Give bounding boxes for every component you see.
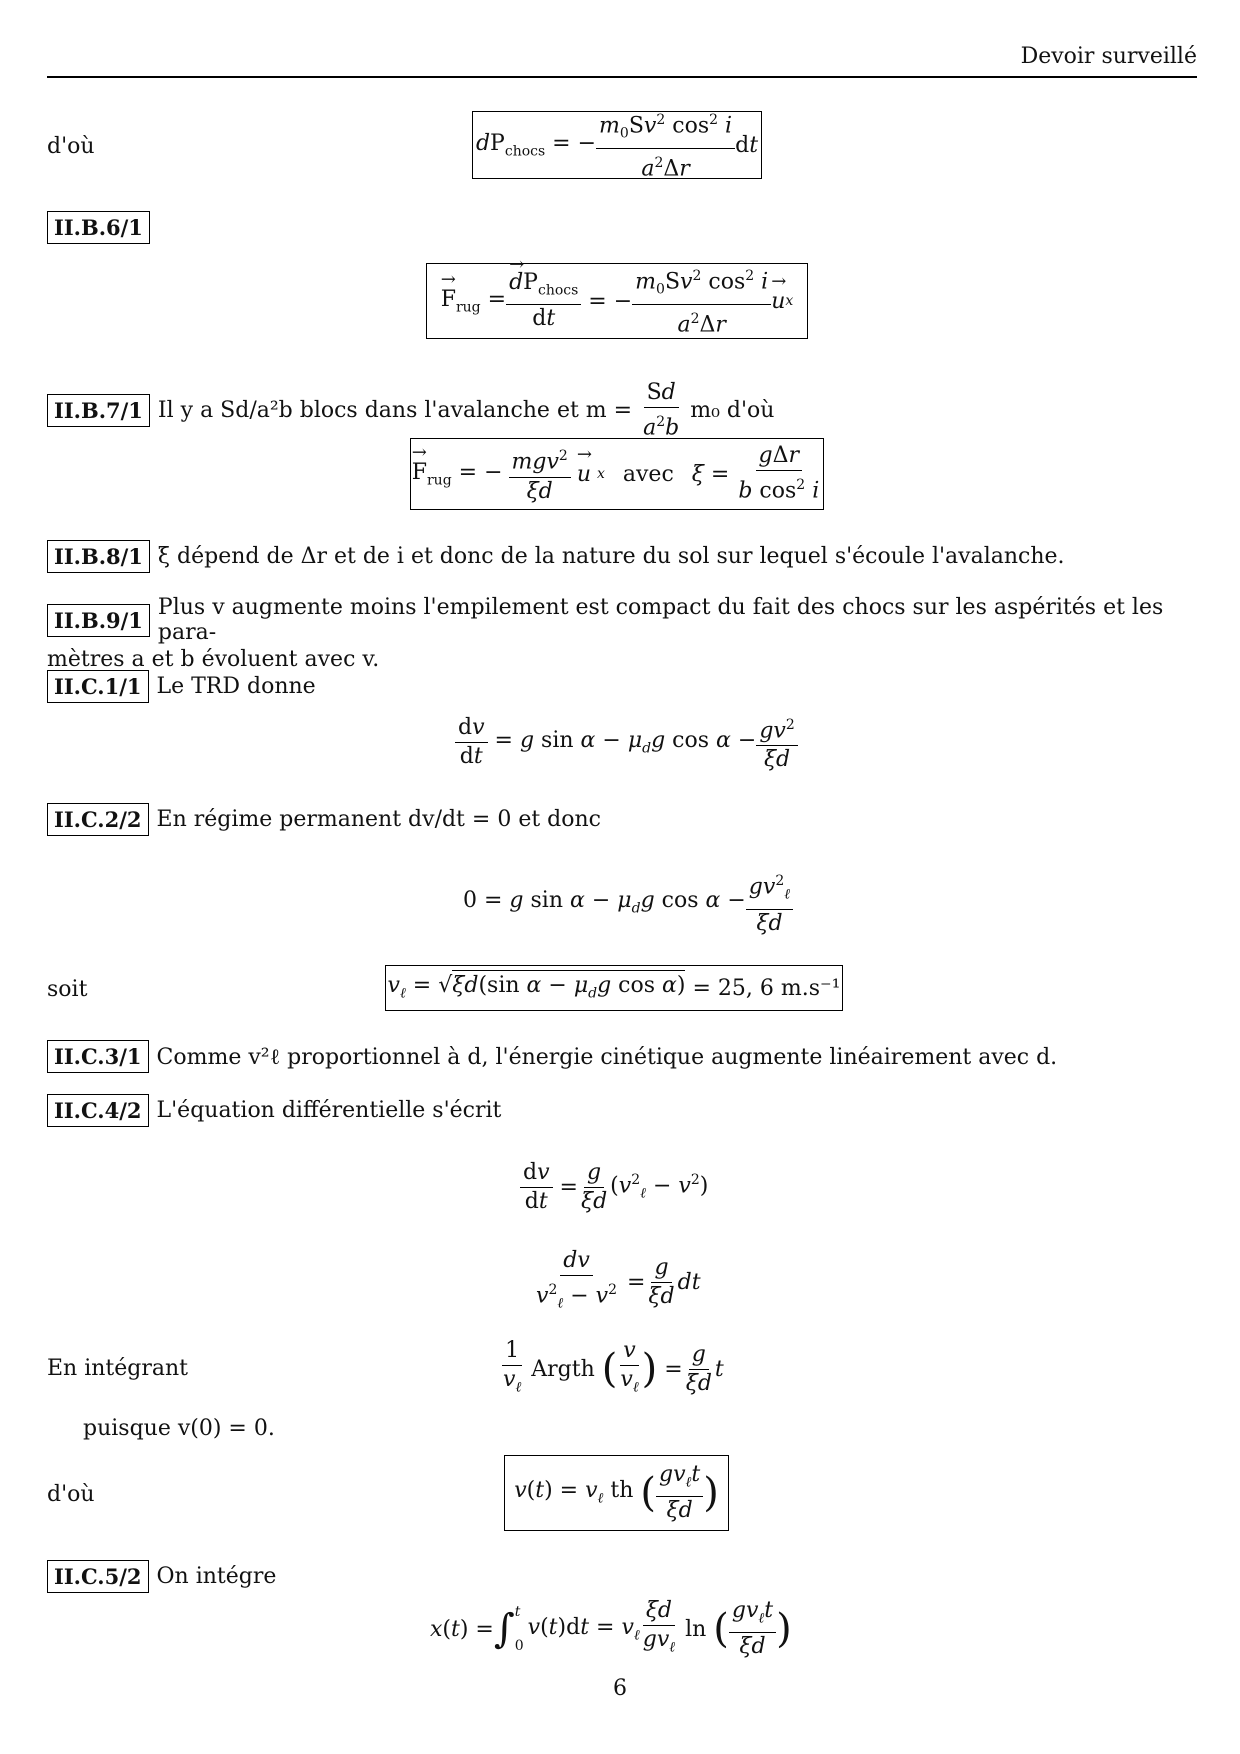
text-soit: soit	[47, 977, 88, 1002]
paragraph-ii-c4: II.C.4/2 L'équation différentielle s'écrit	[47, 1094, 501, 1127]
text-dou-2: d'où	[47, 1482, 95, 1507]
paragraph-ii-c2: II.C.2/2 En régime permanent dv/dt = 0 et donc	[47, 803, 601, 836]
page-number: 6	[613, 1676, 627, 1701]
text-puisque: puisque v(0) = 0.	[83, 1416, 275, 1441]
header-rule	[47, 76, 1197, 78]
equation-diff: $\frac{dv}{dt}$ = $\frac{g}{\xi d}$ $(v^2_\ell - v^2)$	[520, 1160, 708, 1215]
paragraph-ii-c1: II.C.1/1 Le TRD donne	[47, 670, 316, 703]
paragraph-ii-b7: II.B.7/1 Il y a Sd/a²b blocs dans l'avalanche et m = $\frac{Sd}{a^2b}$ m₀ d'où	[47, 380, 774, 441]
equation-steady: 0 = g $\sin \alpha - \mu_dg$ cos α − $\frac{gv^2_\ell}{\xi d}$	[463, 868, 793, 937]
label-ii-b6: II.B.6/1	[47, 211, 150, 244]
running-header: Devoir surveillé	[1020, 44, 1197, 69]
equation-v-limit: $v_\ell = √\xi d(\sin$ $\alpha - \mu_dg$ cos α) = 25, 6 m.s⁻¹	[385, 965, 843, 1011]
equation-argth: $\frac{1}{v_\ell}$ Argth ( $\frac{v}{v_\ell}$ ) = $\frac{g}{\xi d}$ t	[503, 1338, 724, 1396]
paragraph-ii-b9: II.B.9/1 Plus v augmente moins l'empilement est compact du fait des chocs sur les aspérités et les para- mètres a et b évoluent avec v.	[47, 595, 1164, 672]
equation-x-t: x(t) = ∫ t 0 $v(t)dt = v_\ell$ $\frac{\xi d}{gv_\ell}$ ln ( $\frac{gv_\ell t}{\xi d}$ )	[430, 1598, 792, 1660]
paragraph-ii-c5: II.C.5/2 On intégre	[47, 1560, 276, 1593]
paragraph-ii-b8: II.B.8/1 ξ dépend de Δr et de i et donc de la nature du sol sur lequel s'écoule l'avalanche.	[47, 540, 1065, 573]
equation-separated: $\frac{dv}{v^2_\ell - v^2}$ = $\frac{g}{\xi d}$ dt	[536, 1248, 701, 1312]
text-en-integrant: En intégrant	[47, 1356, 189, 1381]
equation-f-rug-1: → $F_{rug}$ = → $\frac{dP_{chocs}}{dt}$ = − $\frac{m_0Sv^2 \cos^2 i}{a^2\Delta r}$ → u x	[426, 263, 808, 339]
equation-dp-chocs: $dP_{chocs}$ = − $\frac{m_0Sv^2 \cos^2 i}{a^2\Delta r}$ dt	[472, 111, 762, 179]
text-dou: d'où	[47, 134, 95, 159]
equation-f-rug-2: → $F_{rug}$ = − $\frac{mgv^2}{\xi d}$ → u x avec ξ = $\frac{\text{gΔr}}{b \cos^2 i}$	[410, 438, 824, 510]
equation-v-t: $v(t) = v_\ell$ th ( $\frac{gv_\ell t}{\xi d}$ )	[504, 1455, 729, 1531]
equation-trd: $\frac{dv}{dt}$ = g $\sin \alpha - \mu_dg$ cos α − $\frac{gv^2}{\xi d}$	[455, 712, 798, 773]
paragraph-ii-c3: II.C.3/1 Comme v²ℓ proportionnel à d, l'énergie cinétique augmente linéairement avec d.	[47, 1040, 1057, 1073]
